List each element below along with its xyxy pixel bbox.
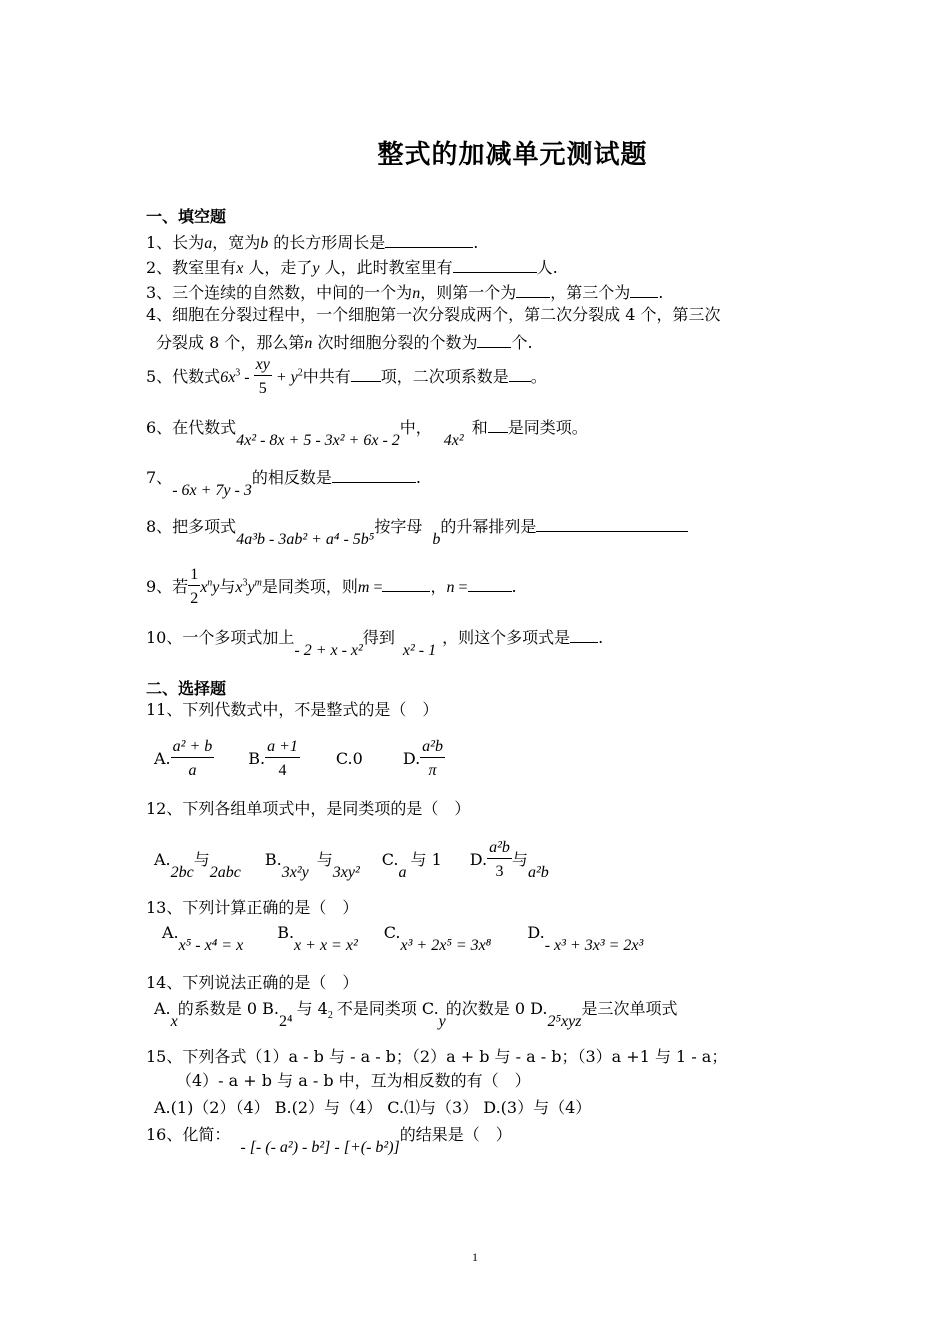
option-d[interactable]: D.- x³ + 3x³ = 2x³ — [527, 923, 644, 954]
answer-blank[interactable] — [630, 279, 658, 298]
question-12-options — [154, 835, 549, 886]
page-number: 1 — [472, 1250, 478, 1264]
math-expression: - 6x + 7y - 3 — [172, 482, 252, 499]
question-9: 9、若 $\frac{1}{2}$ $x^ny$与$x^3y^m$是同类项，则m = ，n = . — [146, 565, 517, 610]
question-15-options[interactable]: A.(1)（2）（4） B.(2）与（4） C.⑴与（3） D.(3）与（4） — [154, 1098, 592, 1117]
question-12: 12、下列各组单项式中，是同类项的是（ ） — [146, 799, 471, 818]
question-1: 1、长为a，宽为b 的长方形周长是 . — [146, 229, 478, 255]
question-3: 3、三个连续的自然数，中间的一个为n，则第一个为 ，第三个为 . — [146, 279, 663, 305]
option-c[interactable]: C.x³ + 2x⁵ = 3x⁸ — [383, 923, 492, 954]
answer-blank[interactable] — [385, 229, 473, 248]
question-15-line-2: （4）- a + b 与 a - b 中，互为相反数的有（ ） — [176, 1071, 531, 1090]
section-multiple-choice: 二、选择题 — [146, 679, 227, 698]
question-10: 10、一个多项式加上- 2 + x - x²得到x² - 1，则这个多项式是 . — [146, 624, 603, 650]
math-expression: 4a³b - 3ab² + a⁴ - 5b⁵ — [236, 531, 375, 548]
question-2: 2、教室里有x 人，走了y 人，此时教室里有 人. — [146, 254, 558, 280]
answer-blank[interactable] — [351, 363, 381, 382]
question-4-line-2: 分裂成 8 个，那么第n 次时细胞分裂的个数为 个. — [156, 329, 533, 355]
question-14-options: A.x的系数是 0 B.2⁴与 $4_2$ 不是同类项 C.y的次数是 0 D.2⁵xyz是三次单项式 — [154, 999, 678, 1030]
math-expression: - 2 + x - x² — [294, 642, 363, 659]
section-fill-blank: 一、填空题 — [146, 207, 227, 226]
question-6: 6、在代数式4x² - 8x + 5 - 3x² + 6x - 2中，4x²和 是同类项。 — [146, 414, 588, 440]
option-d[interactable]: D. $\frac{\text{a²b}}{\pi}$ — [402, 738, 443, 779]
question-11-options — [154, 734, 445, 784]
option-a[interactable]: A.2bc与2abc — [154, 850, 241, 881]
answer-blank[interactable] — [468, 573, 512, 592]
answer-blank[interactable] — [332, 464, 416, 483]
math-expression: - [- (- a²) - b²] - [+(- b²)] — [240, 1139, 400, 1156]
answer-blank[interactable] — [536, 513, 688, 532]
question-16: 16、化简：- [- (- a²) - b²] - [+(- b²)]的结果是（ ） — [146, 1125, 512, 1156]
question-13: 13、下列计算正确的是（ ） — [146, 898, 359, 917]
option-d[interactable]: D. $\frac{\text{a²b}}{3}$ 与a²b — [469, 839, 549, 881]
question-15-line-1: 15、下列各式（1）a - b 与 - a - b；（2）a + b 与 - a - b；（3）a +1 与 1 - a； — [146, 1047, 728, 1066]
option-b[interactable]: B.x + x = x² — [277, 923, 358, 954]
math-expression: 4x² — [443, 432, 464, 449]
page-title: 整式的加减单元测试题 — [377, 140, 648, 170]
math-expression: 4x² - 8x + 5 - 3x² + 6x - 2 — [236, 432, 400, 449]
option-c[interactable]: C.a与 1 — [381, 850, 442, 881]
question-5: 5、代数式$6x^3$ - $\frac{xy}{5}$ + $y^2$中共有 项，二次项系数是 。 — [146, 355, 547, 400]
question-8: 8、把多项式4a³b - 3ab² + a⁴ - 5b⁵按字母b的升幂排列是 — [146, 513, 688, 539]
answer-blank[interactable] — [570, 624, 598, 643]
answer-blank[interactable] — [453, 254, 537, 273]
option-a[interactable]: A.x⁵ - x⁴ = x — [162, 923, 244, 954]
math-expression: x² - 1 — [402, 642, 437, 659]
option-b[interactable]: B.3x²y与3xy² — [264, 850, 360, 881]
question-13-options — [162, 922, 644, 954]
answer-blank[interactable] — [382, 573, 430, 592]
answer-blank[interactable] — [509, 363, 531, 382]
question-7: 7、- 6x + 7y - 3的相反数是 . — [146, 464, 421, 490]
option-a[interactable]: A. $\frac{\text{a² + b}}{a}$ — [154, 738, 213, 779]
answer-blank[interactable] — [516, 279, 550, 298]
option-c[interactable]: C.0 — [335, 749, 363, 768]
answer-blank[interactable] — [488, 414, 508, 433]
option-b[interactable]: B. $\frac{a +1}{4}$ — [248, 738, 298, 779]
question-11: 11、下列代数式中，不是整式的是（ ） — [146, 700, 439, 719]
fraction: $\frac{xy}{5}$ — [255, 356, 270, 397]
question-14: 14、下列说法正确的是（ ） — [146, 973, 359, 992]
answer-blank[interactable] — [477, 329, 511, 348]
question-4-line-1: 4、细胞在分裂过程中，一个细胞第一次分裂成两个，第二次分裂成 4 个，第三次 — [146, 305, 721, 324]
fraction: $\frac{1}{2}$ — [190, 566, 199, 607]
